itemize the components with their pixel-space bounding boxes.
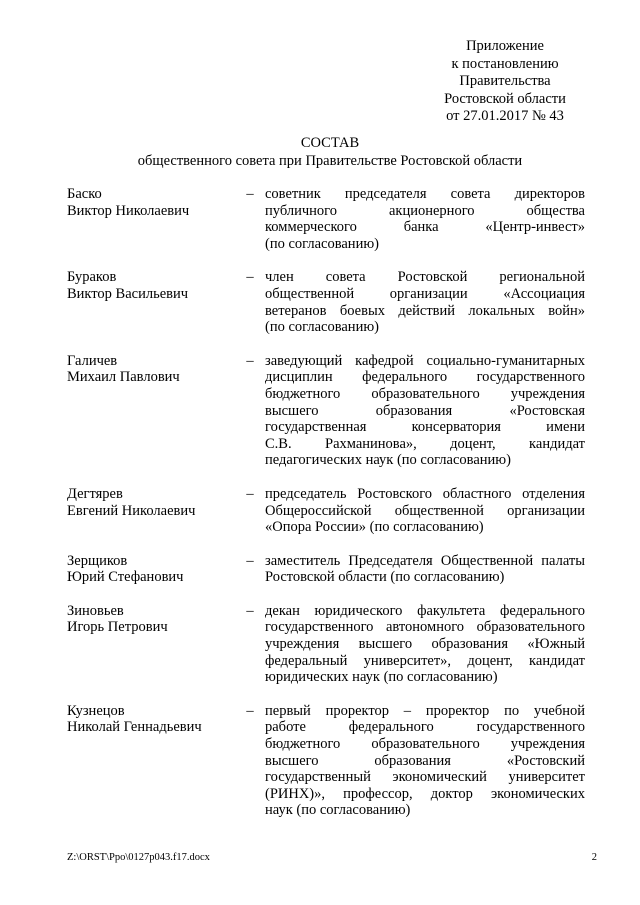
member-entry [67,703,587,819]
member-position [265,269,585,335]
member-given-names: Юрий Стефанович [67,569,184,586]
member-name [67,353,242,386]
document-subtitle: общественного совета при Правительстве Ростовской области [137,152,523,169]
member-given-names: Виктор Васильевич [67,285,189,302]
member-entry [67,186,587,252]
file-path: Z:\ORST\Ppo\0127p043.f17.docx [67,852,210,863]
dash-separator: – [246,702,254,719]
member-surname: Бураков [67,269,117,286]
member-name [67,486,242,519]
position-line: заведующий кафедрой социально-гуманитарных [265,352,585,369]
annex-line: Ростовской области [444,90,566,107]
position-line: (РИНХ)», профессор, доктор экономических [265,785,585,802]
position-line: дисциплин федерального государственного [265,369,585,386]
dash-separator: – [246,485,254,502]
position-line: коммерческого банка «Центр-инвест» [265,219,585,236]
position-line: «Опора России» (по согласованию) [265,519,484,536]
position-line: наук (по согласованию) [265,802,411,819]
member-given-names: Евгений Николаевич [67,502,196,519]
member-position [265,186,585,252]
position-line: юридических наук (по согласованию) [265,669,498,686]
position-line: заместитель Председателя Общественной палаты [265,552,585,569]
member-entry [67,269,587,335]
member-surname: Зиновьев [67,602,124,619]
position-line: председатель Ростовского областного отделения [265,485,585,502]
position-line: работе федерального государственного [265,719,585,736]
member-name [67,603,242,636]
position-line: бюджетного образовательного учреждения [265,385,585,402]
member-entry [67,553,587,586]
position-line: С.В. Рахманинова», доцент, кандидат [265,435,585,452]
member-name [67,186,242,219]
dash-separator: – [246,602,254,619]
position-line: федеральный университет», доцент, кандидат [265,652,585,669]
member-entry [67,603,587,686]
dash-separator: – [246,352,254,369]
member-surname: Баско [67,186,102,202]
document-heading [60,135,600,170]
position-line: Ростовской области (по согласованию) [265,569,505,586]
member-given-names: Виктор Николаевич [67,202,190,219]
annex-line: к постановлению [451,55,559,72]
member-position [265,553,585,586]
position-line: (по согласованию) [265,319,379,336]
position-line: (по согласованию) [265,235,379,252]
position-line: педагогических наук (по согласованию) [265,452,511,469]
annex-line: Правительства [459,73,551,89]
position-line: государственная консерватория имени [265,419,585,436]
position-line: первый проректор – проректор по учебной [265,702,585,719]
position-line: высшего образования «Ростовская [265,402,585,419]
member-position [265,486,585,536]
page-number: 2 [591,852,597,863]
position-line: государственного автономного образовательного [265,619,585,636]
member-position [265,353,585,469]
position-line: высшего образования «Ростовский [265,752,585,769]
position-line: общественной организации «Ассоциация [265,285,585,302]
member-name [67,553,242,586]
members-list [67,186,587,819]
member-surname: Галичев [67,352,118,369]
position-line: учреждения высшего образования «Южный [265,636,585,653]
member-surname: Кузнецов [67,702,125,719]
position-line: член совета Ростовской региональной [265,269,585,286]
member-surname: Зерщиков [67,552,128,569]
position-line: декан юридического факультета федерального [265,602,585,619]
member-given-names: Михаил Павлович [67,369,180,386]
member-given-names: Игорь Петрович [67,619,168,636]
annex-block [420,38,590,126]
member-name [67,703,242,736]
position-line: ветеранов боевых действий локальных войн» [265,302,585,319]
dash-separator: – [246,269,254,286]
dash-separator: – [246,552,254,569]
position-line: государственный экономический университет [265,769,585,786]
member-given-names: Николай Геннадьевич [67,719,202,736]
position-line: Общероссийской общественной организации [265,502,585,519]
member-position [265,703,585,819]
dash-separator: – [246,186,254,202]
member-entry [67,353,587,469]
member-name [67,269,242,302]
member-surname: Дегтярев [67,485,123,502]
annex-date-line: от 27.01.2017 № 43 [446,108,564,124]
member-position [265,603,585,686]
position-line: советник председателя совета директоров [265,186,585,202]
position-line: бюджетного образовательного учреждения [265,736,585,753]
annex-line: Приложение [466,38,544,54]
document-title: СОСТАВ [300,135,360,151]
position-line: публичного акционерного общества [265,202,585,219]
member-entry [67,486,587,536]
